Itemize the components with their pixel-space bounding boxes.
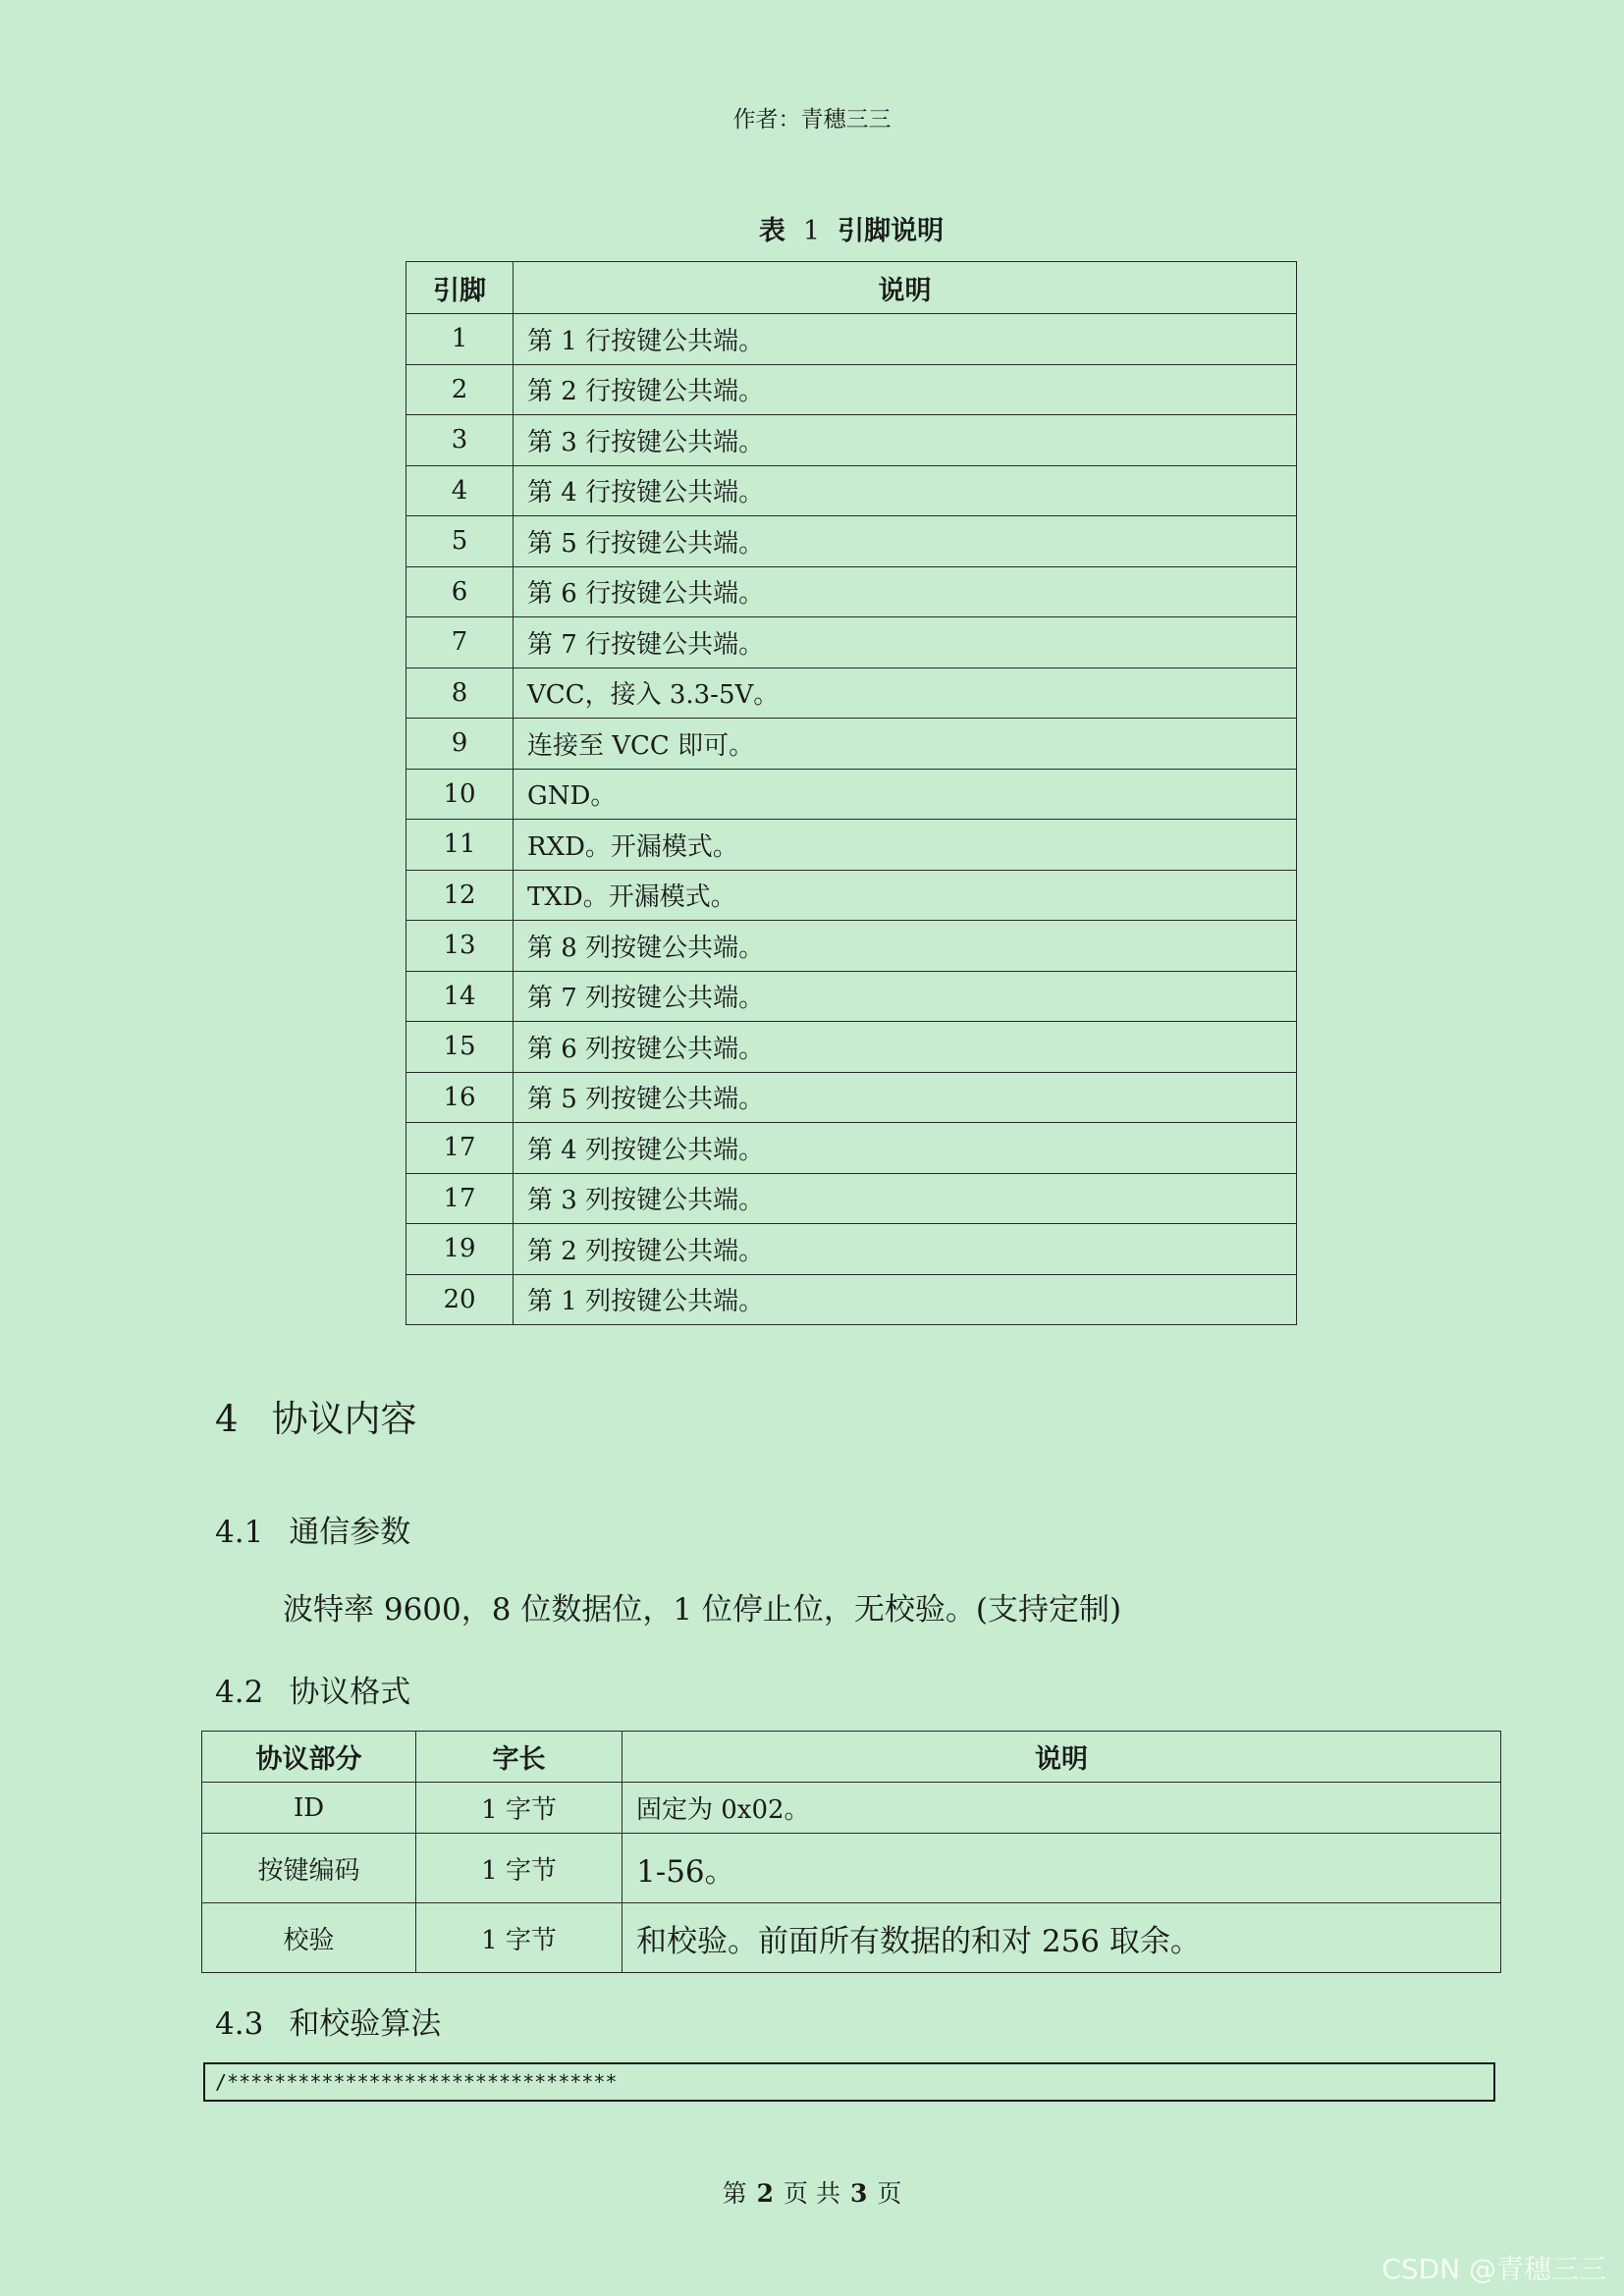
- table-row: [406, 314, 1297, 365]
- table-row: [406, 1123, 1297, 1174]
- cell-pin: 14: [406, 971, 514, 1022]
- cell-description: 和校验。前面所有数据的和对 256 取余。: [623, 1903, 1501, 1973]
- cell-pin: 13: [406, 921, 514, 972]
- page-total: 3: [849, 2179, 868, 2208]
- cell-pin: 16: [406, 1072, 514, 1123]
- section-number: 4: [215, 1398, 239, 1440]
- table-row: [406, 667, 1297, 719]
- page-footer: [0, 2174, 1624, 2210]
- footer-middle: 页 共: [784, 2179, 840, 2208]
- cell-description: 第 6 行按键公共端。: [514, 566, 1297, 617]
- header-description: 说明: [623, 1732, 1501, 1783]
- cell-description: 连接至 VCC 即可。: [514, 719, 1297, 770]
- cell-description: GND。: [514, 769, 1297, 820]
- table-row: [406, 769, 1297, 820]
- cell-description: 第 4 行按键公共端。: [514, 465, 1297, 516]
- cell-pin: 15: [406, 1022, 514, 1073]
- subsection-number: 4.1: [215, 1515, 264, 1550]
- table-row: [406, 465, 1297, 516]
- cell-pin: 17: [406, 1123, 514, 1174]
- cell-description: 固定为 0x02。: [623, 1783, 1501, 1834]
- table-row: [406, 1173, 1297, 1224]
- cell-pin: 20: [406, 1274, 514, 1325]
- cell-description: 第 6 列按键公共端。: [514, 1022, 1297, 1073]
- table-header-row: [406, 262, 1297, 314]
- table-row: [406, 415, 1297, 466]
- cell-pin: 5: [406, 516, 514, 567]
- cell-description: 第 2 行按键公共端。: [514, 364, 1297, 415]
- footer-prefix: 第: [722, 2179, 747, 2208]
- cell-pin: 12: [406, 870, 514, 921]
- table-row: [406, 1072, 1297, 1123]
- cell-pin: 6: [406, 566, 514, 617]
- cell-pin: 11: [406, 820, 514, 871]
- cell-description: 第 7 列按键公共端。: [514, 971, 1297, 1022]
- subsection-title: 和校验算法: [289, 2006, 442, 2042]
- page-number: 2: [756, 2179, 775, 2208]
- table-row: [406, 971, 1297, 1022]
- cell-length: 1 字节: [416, 1783, 623, 1834]
- table-caption: [0, 209, 1624, 247]
- subsection-title: 协议格式: [289, 1675, 411, 1710]
- table-row: [406, 364, 1297, 415]
- cell-description: 第 3 行按键公共端。: [514, 415, 1297, 466]
- cell-pin: 19: [406, 1224, 514, 1275]
- table-row: [406, 820, 1297, 871]
- cell-pin: 4: [406, 465, 514, 516]
- table-header-row: [202, 1732, 1501, 1783]
- subsection-number: 4.2: [215, 1675, 264, 1710]
- table-row: [406, 921, 1297, 972]
- section-title: 协议内容: [271, 1398, 417, 1440]
- table-row: [406, 566, 1297, 617]
- cell-length: 1 字节: [416, 1903, 623, 1973]
- cell-part: ID: [202, 1783, 416, 1834]
- header-description: 说明: [514, 262, 1297, 314]
- subsection-heading: [215, 1999, 441, 2043]
- table-row: [406, 1022, 1297, 1073]
- table-row: [406, 617, 1297, 668]
- table-row: [202, 1834, 1501, 1903]
- cell-pin: 9: [406, 719, 514, 770]
- cell-pin: 1: [406, 314, 514, 365]
- table-row: [202, 1783, 1501, 1834]
- subsection-heading: [215, 1667, 410, 1711]
- caption-number: 1: [802, 216, 821, 246]
- cell-pin: 2: [406, 364, 514, 415]
- subsection-heading: [215, 1507, 410, 1551]
- table-row: [406, 870, 1297, 921]
- cell-description: TXD。开漏模式。: [514, 870, 1297, 921]
- cell-description: 第 7 行按键公共端。: [514, 617, 1297, 668]
- section-heading: [215, 1389, 417, 1442]
- subsection-number: 4.3: [215, 2006, 264, 2042]
- cell-description: 第 2 列按键公共端。: [514, 1224, 1297, 1275]
- caption-title: 引脚说明: [838, 216, 945, 246]
- pin-description-table: [406, 261, 1297, 1325]
- table-row: [406, 719, 1297, 770]
- code-block: /*********************************: [203, 2062, 1495, 2102]
- cell-description: 第 8 列按键公共端。: [514, 921, 1297, 972]
- table-row: [406, 1274, 1297, 1325]
- cell-description: 第 1 行按键公共端。: [514, 314, 1297, 365]
- cell-description: 第 1 列按键公共端。: [514, 1274, 1297, 1325]
- footer-suffix: 页: [877, 2179, 902, 2208]
- header-author: 作者：青穗三三: [732, 107, 892, 133]
- cell-part: 校验: [202, 1903, 416, 1973]
- header-part: 协议部分: [202, 1732, 416, 1783]
- cell-description: VCC，接入 3.3-5V。: [514, 667, 1297, 719]
- cell-description: 第 3 列按键公共端。: [514, 1173, 1297, 1224]
- table-row: [202, 1903, 1501, 1973]
- cell-description: RXD。开漏模式。: [514, 820, 1297, 871]
- protocol-format-table: [201, 1731, 1501, 1973]
- subsection-title: 通信参数: [289, 1515, 411, 1550]
- cell-description: 第 5 行按键公共端。: [514, 516, 1297, 567]
- cell-pin: 10: [406, 769, 514, 820]
- cell-length: 1 字节: [416, 1834, 623, 1903]
- cell-pin: 8: [406, 667, 514, 719]
- cell-part: 按键编码: [202, 1834, 416, 1903]
- cell-pin: 17: [406, 1173, 514, 1224]
- header-length: 字长: [416, 1732, 623, 1783]
- cell-description: 第 5 列按键公共端。: [514, 1072, 1297, 1123]
- table-row: [406, 1224, 1297, 1275]
- cell-pin: 7: [406, 617, 514, 668]
- caption-label: 表: [758, 216, 785, 246]
- cell-description: 1-56。: [623, 1834, 1501, 1903]
- watermark: CSDN @青穗三三: [1381, 2253, 1606, 2285]
- table-row: [406, 516, 1297, 567]
- communication-params-paragraph: 波特率 9600，8 位数据位，1 位停止位，无校验。(支持定制): [283, 1592, 1122, 1628]
- cell-description: 第 4 列按键公共端。: [514, 1123, 1297, 1174]
- header-pin: 引脚: [406, 262, 514, 314]
- cell-pin: 3: [406, 415, 514, 466]
